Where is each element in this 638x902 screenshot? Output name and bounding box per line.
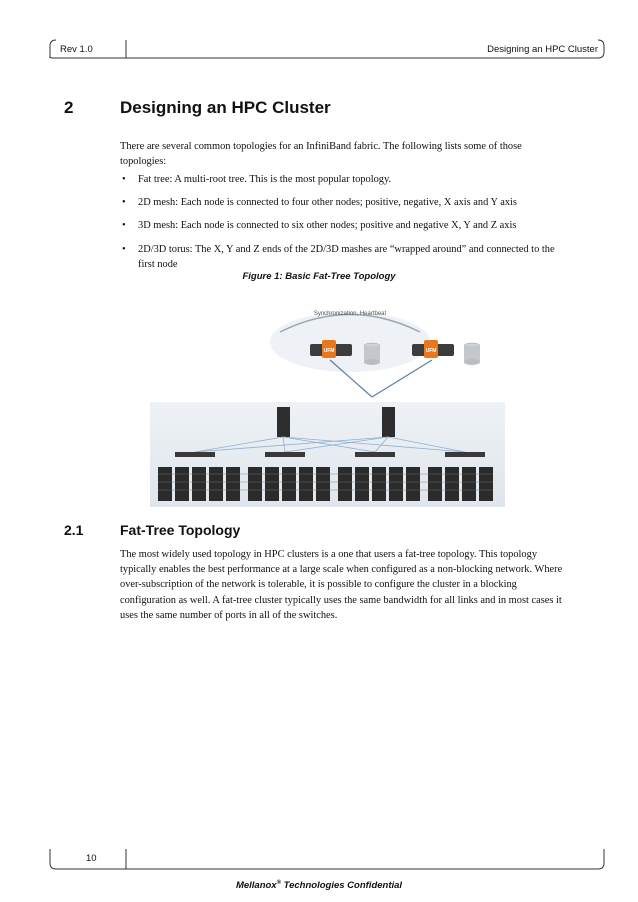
mgmt-area bbox=[270, 312, 430, 372]
fat-tree-diagram bbox=[150, 302, 505, 507]
page-number: 10 bbox=[86, 853, 97, 864]
bullet-icon: • bbox=[122, 243, 126, 255]
list-item: • 2D mesh: Each node is connected to four other nodes; positive, negative, X axis and Y axis bbox=[120, 195, 570, 210]
footer-confidential: Mellanox® Technologies Confidential bbox=[235, 880, 403, 892]
figure-caption: Figure 1: Basic Fat-Tree Topology bbox=[242, 271, 396, 282]
bullet-icon: • bbox=[122, 220, 126, 232]
section-number: 2 bbox=[64, 98, 74, 117]
list-item: • 2D/3D torus: The X, Y and Z ends of the 2D/3D mashes are “wrapped around” and connected to the first node bbox=[122, 243, 555, 270]
list-item: • Fat tree: A multi-root tree. This is the most popular topology. bbox=[120, 172, 570, 187]
sync-label: Synchronization, Heartbeat bbox=[313, 311, 387, 317]
bullet-icon: • bbox=[122, 174, 126, 185]
header-revision: Rev 1.0 bbox=[60, 44, 93, 55]
section-intro: There are several common topologies for an InfiniBand fabric. The following lists some of those topologies: bbox=[120, 141, 522, 168]
svg-text:UFM: UFM bbox=[425, 348, 437, 354]
header-title: Designing an HPC Cluster bbox=[487, 44, 598, 55]
subsection-title: Fat-Tree Topology bbox=[120, 522, 241, 538]
bullet-icon: • bbox=[122, 197, 126, 209]
topology-list bbox=[120, 172, 570, 280]
list-item: • 3D mesh: Each node is connected to six other nodes; positive and negative X, Y and Z axis bbox=[120, 218, 570, 233]
subsection-paragraph: The most widely used topology in HPC clusters is a one that users a fat-tree topology. This topology typically enables the best performance at a large scale when configured as a non-blocking network. Where over-subscription of the network is tolerable, it is possible to configure the cluster in a blocking configuration as well. A fat-tree cluster typically uses the same bandwidth for all links and in most cases it uses the same number of ports in all of the switches. bbox=[120, 549, 563, 621]
svg-text:UFM: UFM bbox=[323, 348, 335, 354]
subsection-number: 2.1 bbox=[64, 522, 84, 538]
section-title: Designing an HPC Cluster bbox=[120, 98, 331, 117]
